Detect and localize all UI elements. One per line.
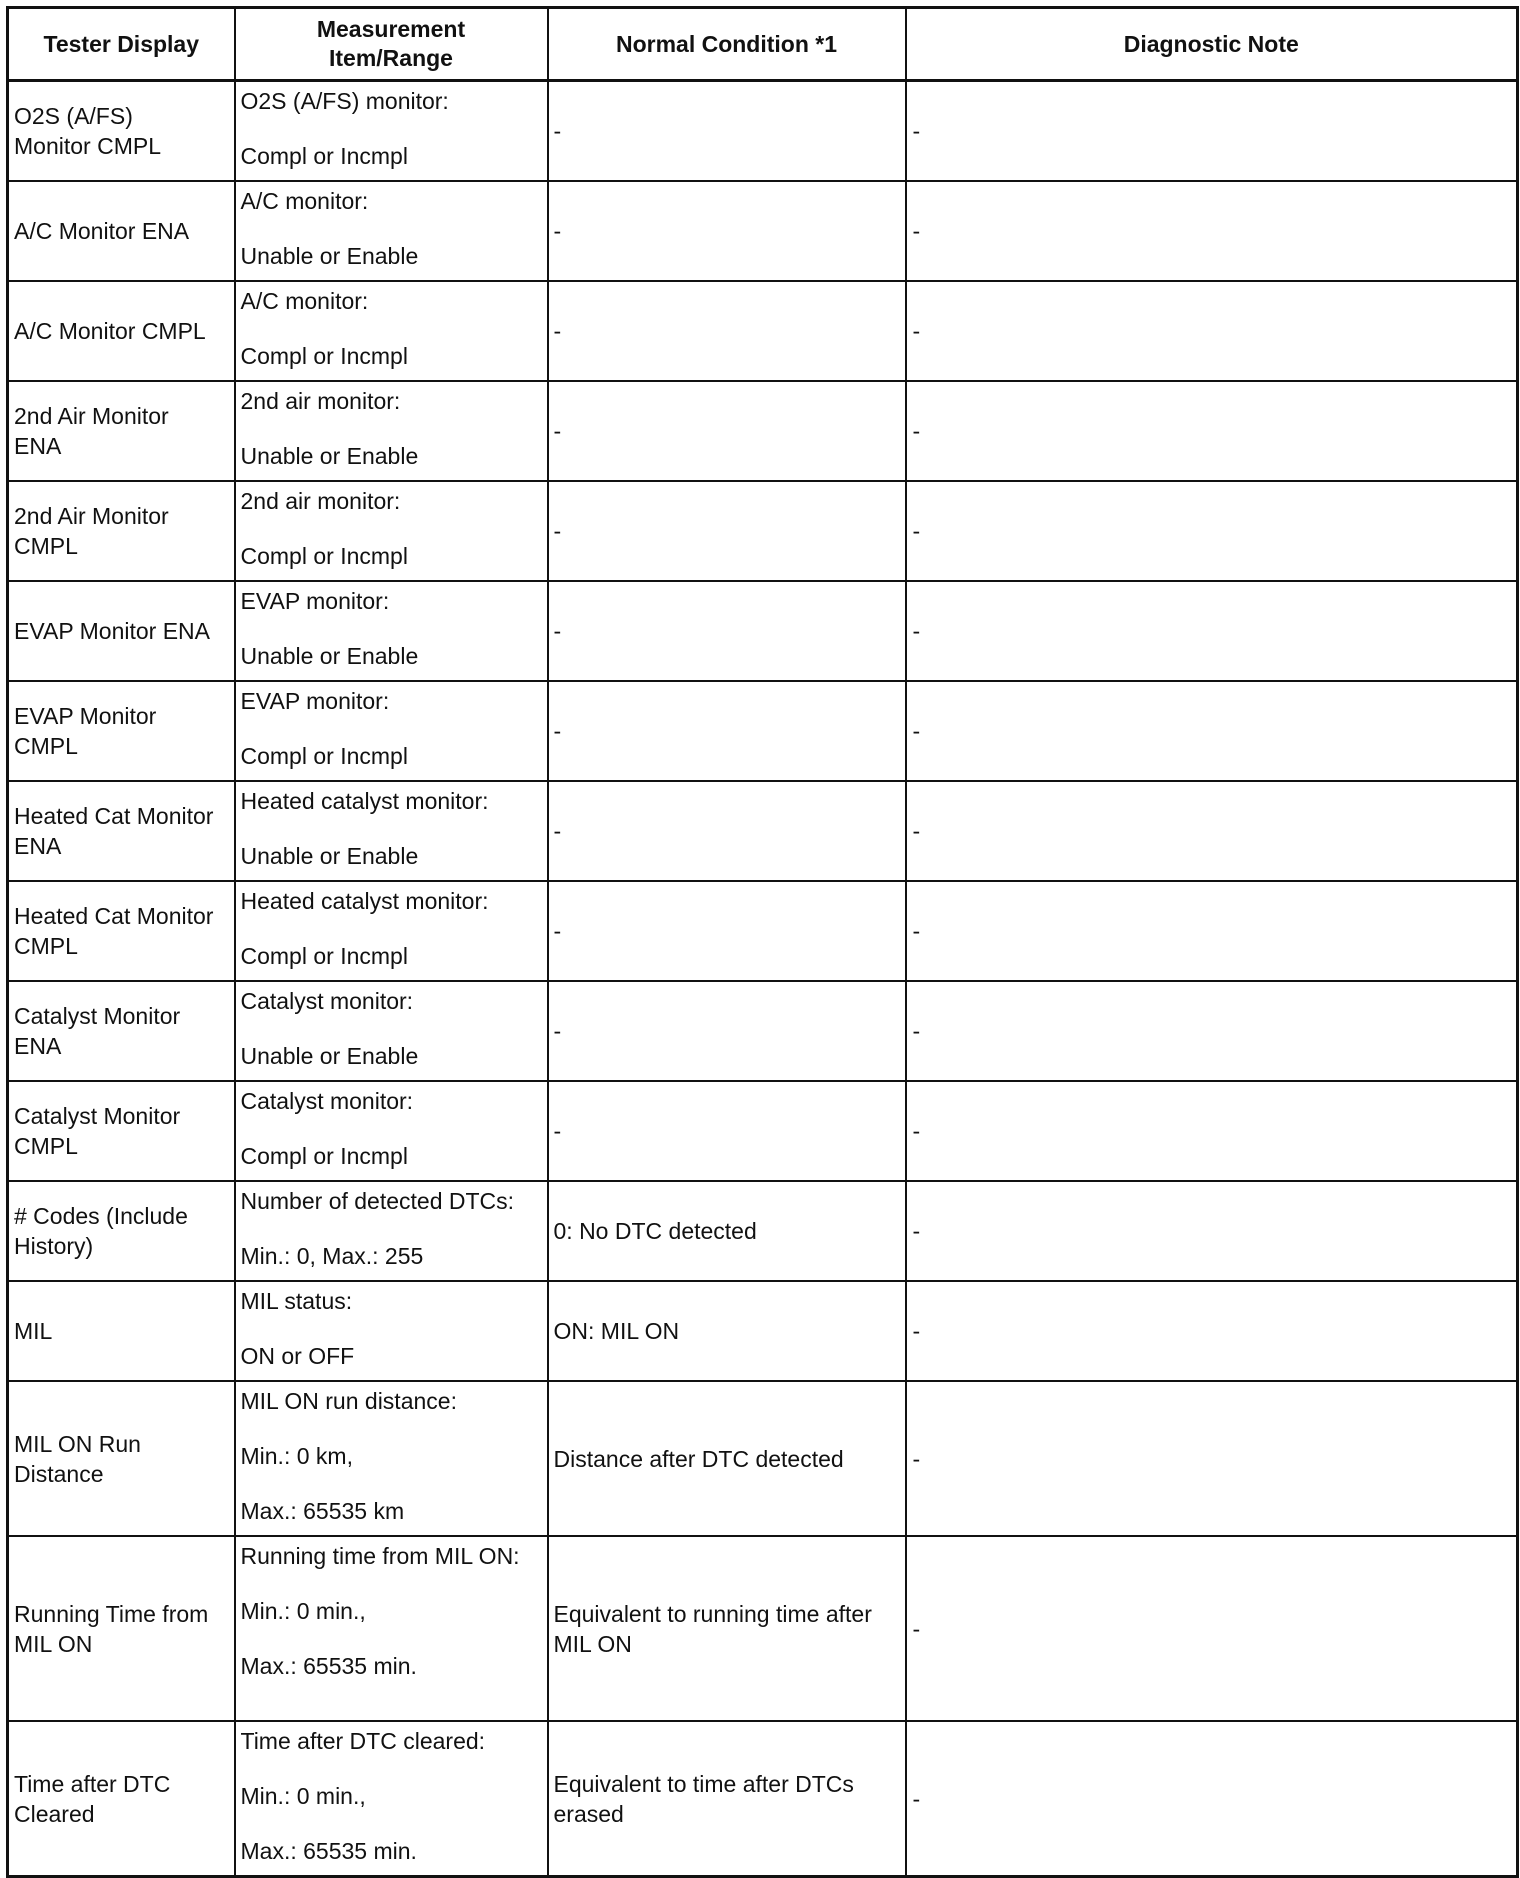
tester-display-line: ENA [14,1033,62,1059]
tester-display-line: CMPL [14,933,78,959]
cell-measurement [235,1281,548,1381]
cell-diagnostic-note: - [906,381,1518,481]
cell-normal-condition: - [548,981,906,1081]
cell-tester-display [8,881,235,981]
cell-measurement [235,1081,548,1181]
measurement-line: A/C monitor: [240,288,369,314]
line-gap [241,416,542,441]
tester-display-line: Heated Cat Monitor [14,903,214,929]
cell-diagnostic-note: - [906,781,1518,881]
header-tester-display: Tester Display [8,8,235,81]
measurement-line: Compl or Incmpl [240,343,408,369]
measurement-line: Unable or Enable [240,443,419,469]
tester-display-line: Time after DTC [14,1770,171,1797]
table-row [8,981,1518,1081]
measurement-line: O2S (A/FS) monitor: [240,88,449,114]
cell-tester-display [8,1536,235,1721]
table-row [8,481,1518,581]
cell-tester-display [8,1181,235,1281]
line-gap [241,816,542,841]
measurement-line: EVAP monitor: [240,688,390,714]
measurement-line: Min.: 0, Max.: 255 [240,1243,424,1269]
line-gap [241,516,542,541]
cell-normal-condition: - [548,681,906,781]
cell-normal-condition: - [548,281,906,381]
cell-measurement [235,681,548,781]
line-gap [241,1571,542,1596]
header-measurement [235,8,548,81]
table-row [8,881,1518,981]
measurement-line: Compl or Incmpl [240,543,408,569]
cell-normal-condition: Distance after DTC detected [548,1381,906,1536]
line-gap [241,1216,542,1241]
measurement-line: Catalyst monitor: [240,1088,414,1114]
cell-tester-display [8,281,235,381]
header-normal-condition: Normal Condition *1 [548,8,906,81]
measurement-line: Min.: 0 km, [240,1443,353,1469]
cell-diagnostic-note: - [906,81,1518,182]
table-row [8,181,1518,281]
cell-tester-display [8,1081,235,1181]
line-gap [241,1626,542,1651]
cell-tester-display [8,381,235,481]
tester-display-line: 2nd Air Monitor [14,403,169,429]
cell-normal-condition: Equivalent to running time after MIL ON [548,1536,906,1721]
table-row [8,681,1518,781]
tester-display-line: Monitor CMPL [14,133,161,159]
line-gap [241,616,542,641]
cell-measurement [235,1721,548,1877]
measurement-line: Unable or Enable [240,643,419,669]
header-measurement-line1: Measurement [316,16,466,42]
cell-normal-condition: - [548,481,906,581]
tester-display-line: # Codes (Include [14,1203,188,1229]
cell-tester-display [8,781,235,881]
line-gap [241,1116,542,1141]
table-row [8,81,1518,182]
tester-display-line: A/C Monitor ENA [14,218,190,244]
data-list-table [6,6,1519,1878]
line-gap [241,1416,542,1441]
cell-diagnostic-note: - [906,1536,1518,1721]
tester-display-line: EVAP Monitor [14,703,157,729]
measurement-line: MIL ON run distance: [240,1388,457,1414]
line-gap [241,1756,542,1781]
cell-measurement [235,781,548,881]
cell-normal-condition: - [548,381,906,481]
document-page [6,6,1516,1878]
cell-normal-condition: 0: No DTC detected [548,1181,906,1281]
cell-measurement [235,381,548,481]
tester-display-line: Catalyst Monitor [14,1103,181,1129]
tester-display-line: CMPL [14,1133,78,1159]
cell-tester-display [8,181,235,281]
cell-measurement [235,981,548,1081]
line-gap [241,1471,542,1496]
table-row [8,1281,1518,1381]
cell-tester-display [8,1281,235,1381]
cell-diagnostic-note: - [906,181,1518,281]
cell-tester-display [8,981,235,1081]
measurement-line: Max.: 65535 min. [240,1653,417,1679]
cell-measurement [235,481,548,581]
header-diagnostic-note: Diagnostic Note [906,8,1518,81]
measurement-line: Heated catalyst monitor: [240,788,489,814]
line-gap [241,216,542,241]
tester-display-line: O2S (A/FS) [14,103,133,129]
measurement-line: 2nd air monitor: [240,488,401,514]
cell-diagnostic-note: - [906,1721,1518,1877]
tester-display-line: Heated Cat Monitor [14,803,214,829]
cell-diagnostic-note: - [906,981,1518,1081]
measurement-line: Max.: 65535 km [240,1498,405,1524]
cell-measurement [235,181,548,281]
cell-normal-condition: - [548,581,906,681]
header-measurement-line2: Item/Range [329,45,453,71]
measurement-line: Min.: 0 min., [240,1598,366,1624]
cell-diagnostic-note: - [906,581,1518,681]
table-row [8,581,1518,681]
table-row [8,1381,1518,1536]
tester-display-line: Cleared [14,1800,95,1827]
tester-display-line: MIL [14,1318,53,1344]
cell-normal-condition: - [548,881,906,981]
tester-display-line: CMPL [14,533,78,559]
measurement-line: Min.: 0 min., [240,1783,366,1809]
measurement-line: 2nd air monitor: [240,388,401,414]
cell-diagnostic-note: - [906,1081,1518,1181]
tester-display-line: CMPL [14,733,78,759]
table-body [8,81,1518,1877]
tester-display-line: EVAP Monitor ENA [14,618,211,644]
cell-measurement [235,281,548,381]
cell-tester-display [8,81,235,182]
measurement-line: A/C monitor: [240,188,369,214]
cell-diagnostic-note: - [906,1281,1518,1381]
cell-normal-condition: - [548,1081,906,1181]
cell-diagnostic-note: - [906,1181,1518,1281]
cell-tester-display [8,581,235,681]
measurement-line: Time after DTC cleared: [240,1728,486,1754]
cell-diagnostic-note: - [906,281,1518,381]
tester-display-line: 2nd Air Monitor [14,503,169,529]
tester-display-line: Running Time from [14,1600,209,1627]
table-header-row [8,8,1518,81]
table-row [8,781,1518,881]
measurement-line: Running time from MIL ON: [240,1543,520,1569]
tester-display-line: Distance [14,1460,104,1487]
measurement-line: Unable or Enable [240,243,419,269]
tester-display-line: MIL ON Run [14,1430,141,1457]
cell-normal-condition: - [548,781,906,881]
measurement-line: MIL status: [240,1288,353,1314]
tester-display-line: ENA [14,433,62,459]
cell-normal-condition: Equivalent to time after DTCs erased [548,1721,906,1877]
measurement-line: Number of detected DTCs: [240,1188,515,1214]
measurement-line: Compl or Incmpl [240,743,408,769]
tester-display-line: ENA [14,833,62,859]
cell-measurement [235,881,548,981]
cell-normal-condition: - [548,81,906,182]
cell-tester-display [8,1381,235,1536]
measurement-line: EVAP monitor: [240,588,390,614]
cell-normal-condition: ON: MIL ON [548,1281,906,1381]
cell-measurement [235,81,548,182]
measurement-line: Heated catalyst monitor: [240,888,489,914]
cell-tester-display [8,681,235,781]
table-row [8,1181,1518,1281]
cell-diagnostic-note: - [906,881,1518,981]
measurement-line: Catalyst monitor: [240,988,414,1014]
line-gap [241,716,542,741]
line-gap [241,1316,542,1341]
line-gap [241,916,542,941]
table-row [8,281,1518,381]
measurement-line: Max.: 65535 min. [240,1838,417,1864]
table-row [8,1081,1518,1181]
line-gap [241,316,542,341]
cell-tester-display [8,481,235,581]
cell-diagnostic-note: - [906,1381,1518,1536]
measurement-line: Compl or Incmpl [240,943,408,969]
measurement-line: Unable or Enable [240,843,419,869]
table-row [8,1721,1518,1877]
cell-measurement [235,1181,548,1281]
tester-display-line: Catalyst Monitor [14,1003,181,1029]
line-gap [241,116,542,141]
cell-tester-display [8,1721,235,1877]
measurement-line: ON or OFF [240,1343,355,1369]
cell-measurement [235,581,548,681]
tester-display-line: MIL ON [14,1630,93,1657]
table-row [8,1536,1518,1721]
line-gap [241,1811,542,1836]
cell-normal-condition: - [548,181,906,281]
tester-display-line: History) [14,1233,94,1259]
cell-measurement [235,1381,548,1536]
cell-diagnostic-note: - [906,681,1518,781]
measurement-line: Compl or Incmpl [240,1143,408,1169]
line-gap [241,1016,542,1041]
cell-measurement [235,1536,548,1721]
tester-display-line: A/C Monitor CMPL [14,318,206,344]
measurement-line: Compl or Incmpl [240,143,408,169]
measurement-line: Unable or Enable [240,1043,419,1069]
table-row [8,381,1518,481]
cell-diagnostic-note: - [906,481,1518,581]
